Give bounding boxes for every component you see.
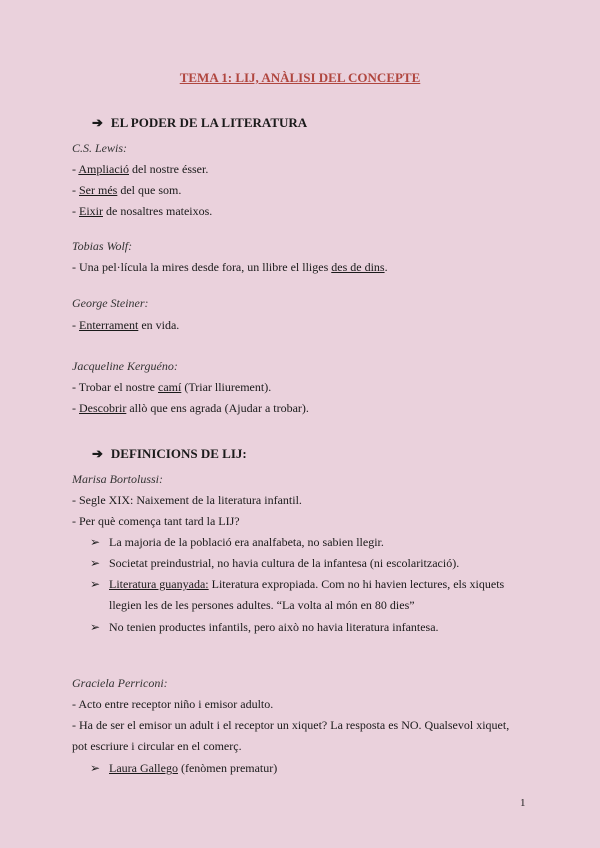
page-number: 1 [520, 797, 526, 809]
bullet-arrow-icon: ➢ [90, 535, 101, 549]
author-steiner: George Steiner: [72, 296, 149, 310]
text-line: - Ser més del que som. [72, 183, 182, 197]
bullet-arrow-icon: ➢ [90, 620, 101, 634]
list-item: ➢ La majoria de la població era analfabeta, no sabien llegir. [90, 535, 384, 549]
text-line: - Ha de ser el emisor un adult i el receptor un xiquet? La resposta es NO. Qualsevol xiquet, [72, 718, 510, 732]
bullet-arrow-icon: ➢ [90, 577, 101, 591]
author-kergueno: Jacqueline Kerguéno: [72, 359, 178, 373]
arrow-icon: ➔ [92, 446, 103, 461]
list-item: ➢ No tenien productes infantils, pero això no havia literatura infantesa. [90, 620, 439, 634]
author-lewis: C.S. Lewis: [72, 141, 128, 155]
section-heading-poder: ➔ EL PODER DE LA LITERATURA [92, 115, 308, 130]
list-item: ➢ Literatura guanyada: Literatura expropiada. Com no hi havien lectures, els xiquets [90, 577, 505, 591]
text-line: - Acto entre receptor niño i emisor adulto. [72, 697, 274, 711]
text-line: - Una pel·lícula la mires desde fora, un llibre el lliges des de dins. [72, 260, 388, 274]
list-item-continuation: llegien les de les persones adultes. “La volta al món en 80 dies” [109, 598, 415, 612]
bullet-arrow-icon: ➢ [90, 556, 101, 570]
text-line: - Segle XIX: Naixement de la literatura infantil. [72, 493, 302, 507]
author-wolf: Tobias Wolf: [72, 239, 133, 253]
author-bortolussi: Marisa Bortolussi: [72, 472, 164, 486]
text-line: pot escriure i circular en el comerç. [72, 739, 242, 753]
document-title: TEMA 1: LIJ, ANÀLISI DEL CONCEPTE [179, 70, 421, 85]
text-line: - Trobar el nostre camí (Triar lliurement). [72, 380, 272, 394]
text-line: - Per què comença tant tard la LIJ? [72, 514, 240, 528]
section-heading-definicions: ➔ DEFINICIONS DE LIJ: [92, 446, 247, 461]
text-line: - Ampliació del nostre ésser. [72, 162, 209, 176]
arrow-icon: ➔ [92, 115, 103, 130]
list-item: ➢ Laura Gallego (fenòmen prematur) [90, 761, 278, 775]
text-line: - Eixir de nosaltres mateixos. [72, 204, 213, 218]
text-line: - Descobrir allò que ens agrada (Ajudar a trobar). [72, 401, 309, 415]
list-item: ➢ Societat preindustrial, no havia cultura de la infantesa (ni escolarització). [90, 556, 460, 570]
author-perriconi: Graciela Perriconi: [72, 676, 168, 690]
text-line: - Enterrament en vida. [72, 318, 180, 332]
bullet-arrow-icon: ➢ [90, 761, 101, 775]
